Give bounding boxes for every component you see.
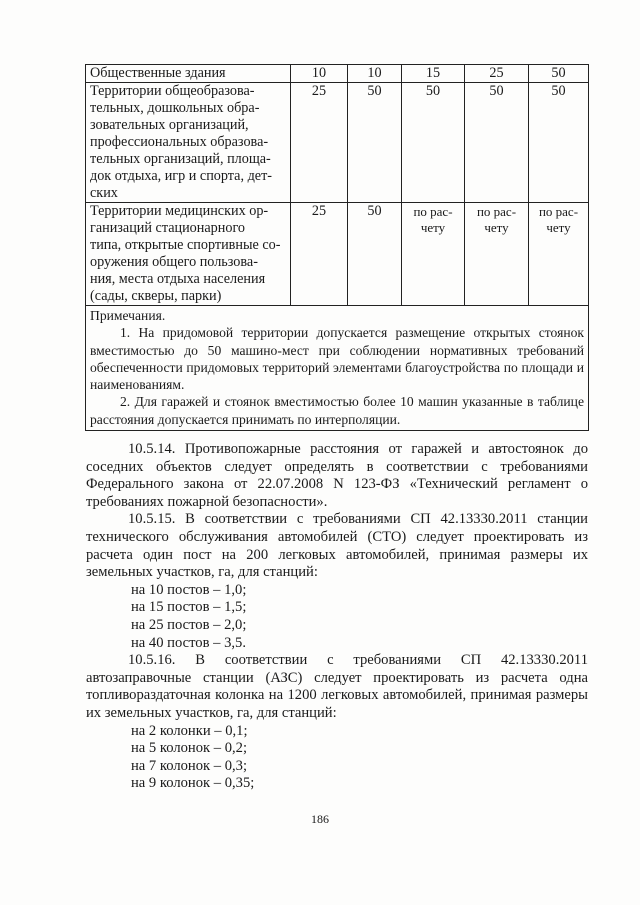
list-item: на 5 колонок – 0,2; [131, 740, 248, 757]
row-name-line: (сады, скверы, парки) [90, 288, 222, 304]
row-name-line: тельных организаций, площа- [90, 151, 271, 167]
row-name-line: оружения общего пользова- [90, 254, 258, 270]
cell-value: 15 [402, 65, 465, 83]
table-row [86, 83, 589, 203]
cell-value: 10 [348, 65, 402, 83]
row-name-line: ганизаций стационарного [90, 220, 246, 236]
table-notes [86, 306, 589, 431]
row-name-line: ния, места отдыха населения [90, 271, 266, 287]
row-name-line: зовательных организаций, [90, 117, 249, 133]
table-notes-row [86, 306, 589, 431]
list-item: на 25 постов – 2,0; [131, 616, 247, 633]
row-name-line: док отдыха, игр и спорта, дет- [90, 168, 273, 184]
cell-value: 25 [291, 83, 348, 203]
row-name [86, 203, 291, 306]
page-number: 186 [311, 812, 329, 826]
note-item: 2. Для гаражей и стоянок вместимостью более 10 машин указанные в таблице расстояния допускается принимать по интерполяции. [90, 394, 584, 427]
cell-value: 50 [348, 83, 402, 203]
cell-line: по рас- [476, 204, 517, 219]
cell-line: чету [546, 220, 571, 235]
paragraph-10-5-16: 10.5.16. В соответствии с требованиями СП 42.13330.2011 автозаправочные станции (АЗС) следует проектировать из расчета одна топливораздаточная колонка на 1200 легковых автомобилей, принимая размеры их земельных участков, га, для станций: [86, 652, 588, 721]
cell-line: чету [420, 220, 446, 235]
notes-title: Примечания. [90, 308, 166, 323]
row-name-line: профессиональных образова- [90, 134, 269, 150]
list-item: на 2 колонки – 0,1; [131, 722, 248, 739]
row-name-line: ских [90, 185, 118, 201]
cell-line: по рас- [413, 204, 453, 219]
paragraph-10-5-14: 10.5.14. Противопожарные расстояния от гаражей и автостоянок до соседних объектов следует определять в соответствии с требованиями Федерального закона от 22.07.2008 N 123-ФЗ «Технический регламент о требованиях пожарной безопасности». [86, 441, 588, 510]
list-item: на 10 постов – 1,0; [131, 581, 247, 598]
cell-value [402, 203, 465, 306]
row-name-line: Территории общеобразова- [90, 83, 255, 99]
list-item: на 9 колонок – 0,35; [131, 775, 255, 792]
row-name [86, 83, 291, 203]
cell-value: 50 [529, 65, 589, 83]
cell-value: 50 [465, 83, 529, 203]
row-name-line: типа, открытые спортивные со- [90, 237, 281, 253]
list-item: на 40 постов – 3,5. [131, 634, 246, 651]
cell-value: 50 [402, 83, 465, 203]
table-row [86, 65, 589, 83]
cell-line: чету [484, 220, 509, 235]
cell-value: 25 [291, 203, 348, 306]
distance-norms-table [85, 64, 589, 431]
cell-value: 50 [348, 203, 402, 306]
cell-value: 10 [291, 65, 348, 83]
list-item: на 15 постов – 1,5; [131, 599, 247, 616]
cell-value [529, 203, 589, 306]
table-row [86, 203, 589, 306]
body-text [86, 441, 588, 793]
cell-value: 25 [465, 65, 529, 83]
cell-value: 50 [529, 83, 589, 203]
note-item: 1. На придомовой территории допускается размещение открытых стоянок вместимостью до 50 машино-мест при соблюдении нормативных требований обеспеченности придомовых территорий элементами благоустройства по площади и наименованиям. [90, 325, 584, 393]
cell-line: по рас- [538, 204, 579, 219]
list-item: на 7 колонок – 0,3; [131, 757, 248, 774]
paragraph-10-5-15: 10.5.15. В соответствии с требованиями СП 42.13330.2011 станции технического обслуживания автомобилей (СТО) следует проектировать из расчета один пост на 200 легковых автомобилей, принимая размеры их земельных участков, га, для станций: [86, 511, 588, 581]
row-name: Общественные здания [86, 65, 291, 83]
cell-value [465, 203, 529, 306]
row-name-line: тельных, дошкольных обра- [90, 100, 260, 116]
row-name-line: Территории медицинских ор- [90, 203, 269, 219]
